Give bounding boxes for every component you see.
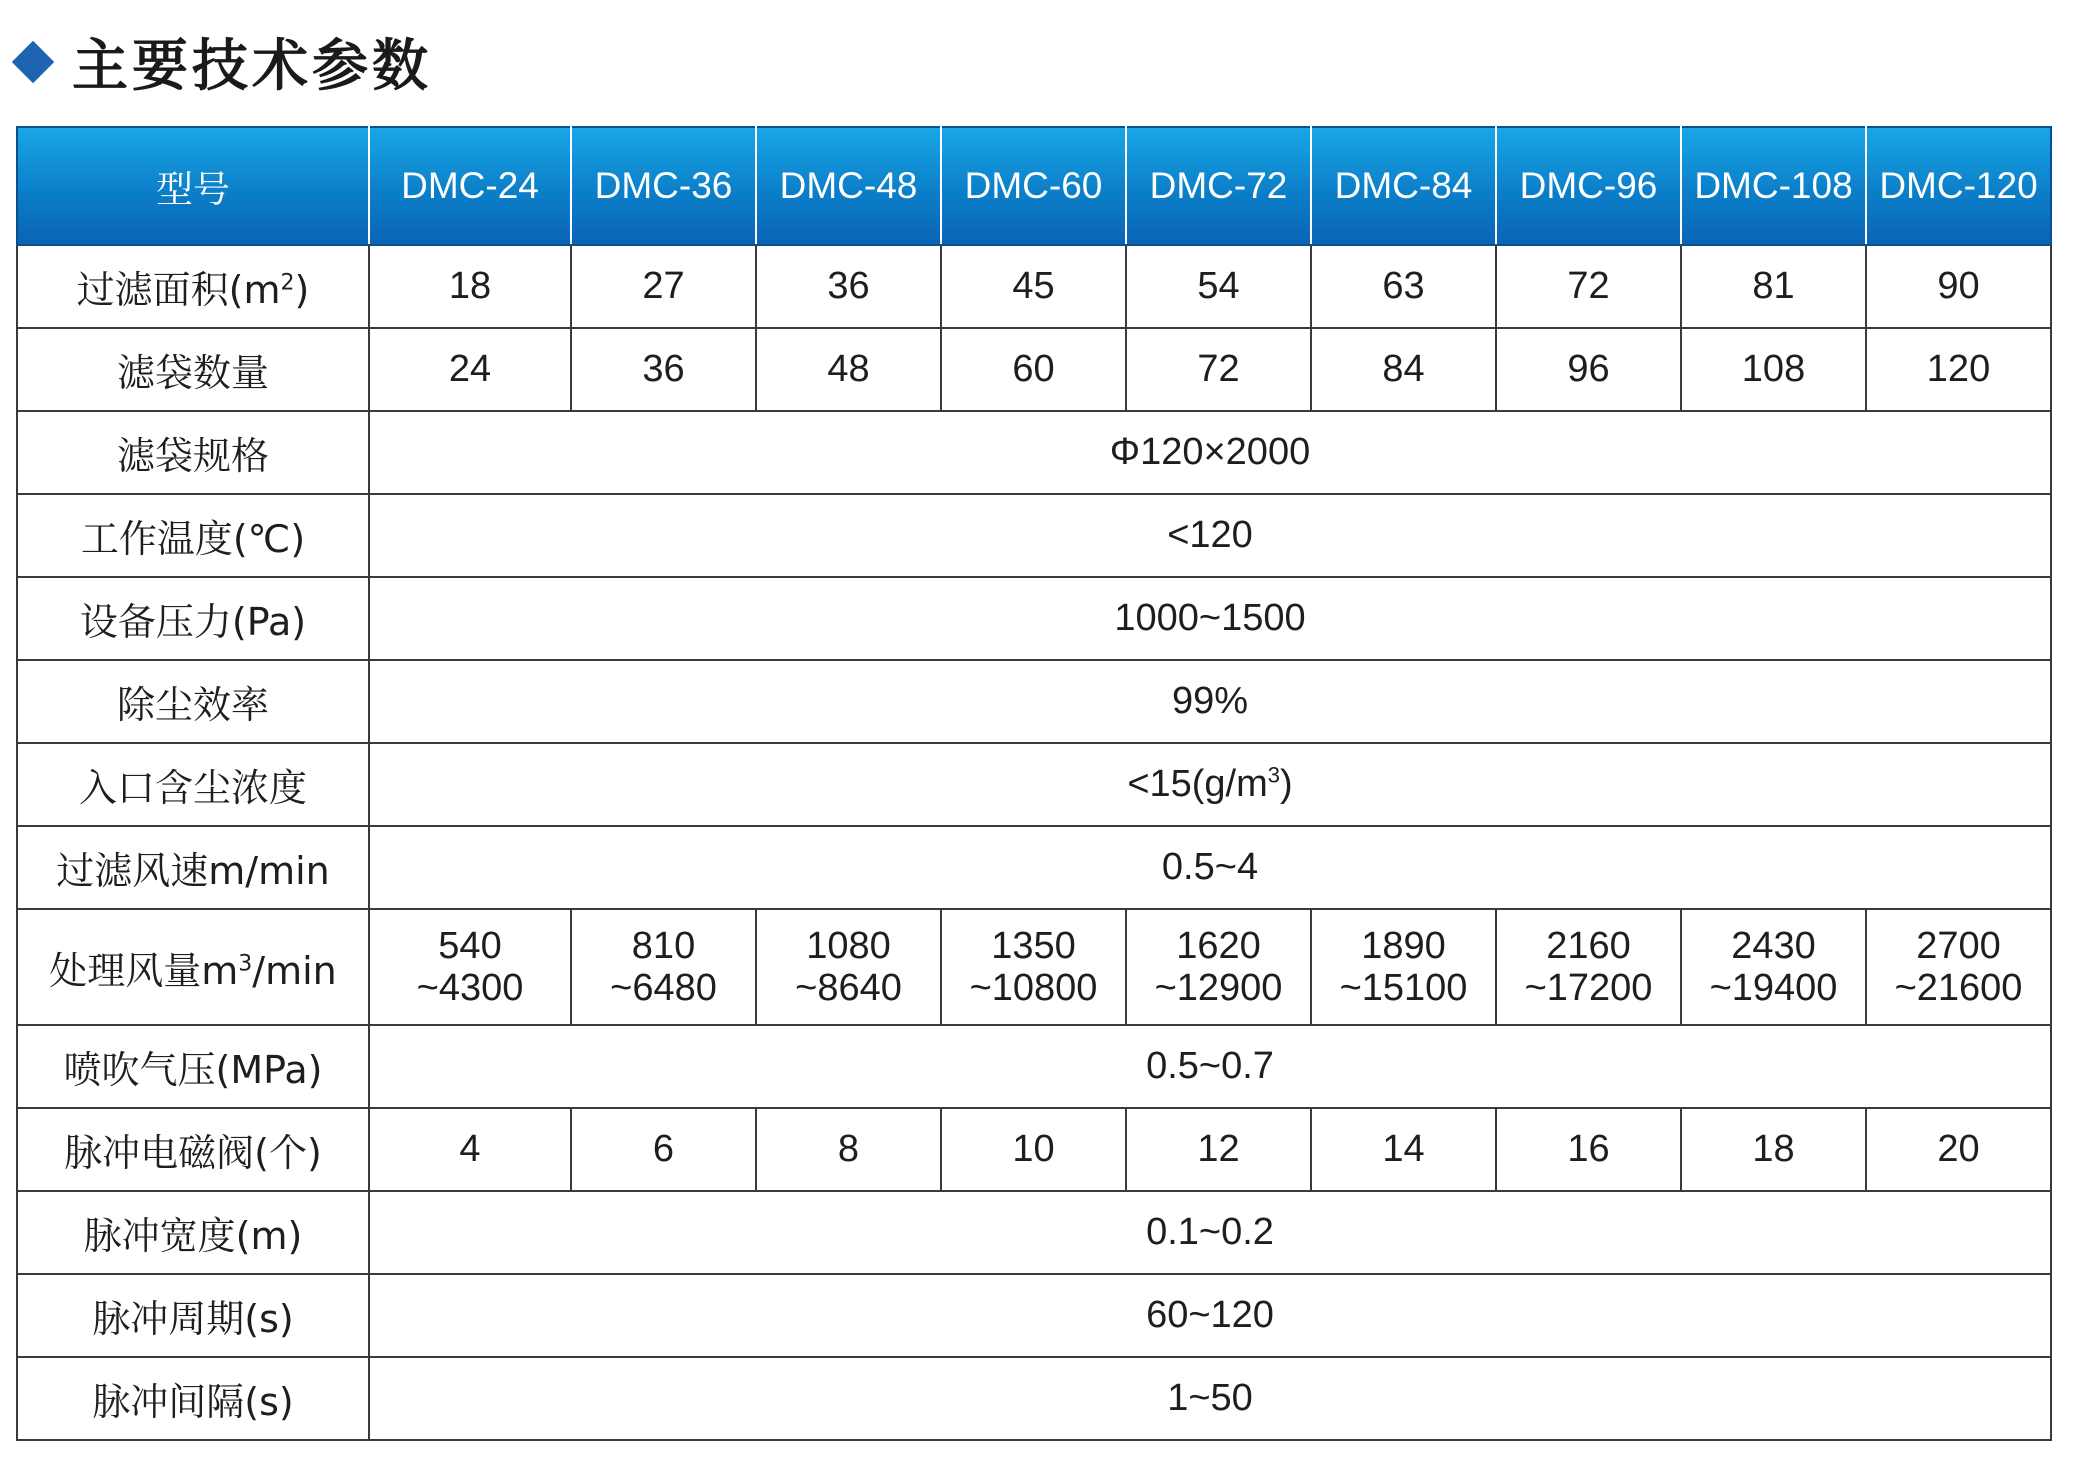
row-pulse-width [17,1191,2051,1274]
header-model: DMC-24 [369,127,571,245]
table-cell: 10 [941,1108,1126,1191]
row-filter-speed [17,826,2051,909]
row-label: 滤袋规格 [17,411,369,494]
table-cell: 45 [941,245,1126,328]
header-model: DMC-96 [1496,127,1681,245]
header-model: DMC-48 [756,127,941,245]
header-model: DMC-84 [1311,127,1496,245]
row-blow-pressure [17,1025,2051,1108]
table-cell: 12 [1126,1108,1311,1191]
table-cell: 108 [1681,328,1866,411]
row-label: 脉冲宽度(m) [17,1191,369,1274]
spec-table [16,126,2052,1441]
table-cell: 540 ~4300 [369,909,571,1025]
table-cell: 1350 ~10800 [941,909,1126,1025]
merged-cell: <120 [369,494,2051,577]
row-pressure [17,577,2051,660]
row-label: 脉冲周期(s) [17,1274,369,1357]
table-cell: 20 [1866,1108,2051,1191]
table-cell: 1890 ~15100 [1311,909,1496,1025]
diamond-bullet-icon [12,41,54,83]
merged-cell: Φ120×2000 [369,411,2051,494]
table-cell: 1080 ~8640 [756,909,941,1025]
merged-cell: 0.5~4 [369,826,2051,909]
table-cell: 18 [369,245,571,328]
row-label: 处理风量$m^3/\min$ [17,909,369,1025]
merged-cell: 99% [369,660,2051,743]
row-work-temp [17,494,2051,577]
row-label: 除尘效率 [17,660,369,743]
row-bag-spec [17,411,2051,494]
merged-cell: 0.1~0.2 [369,1191,2051,1274]
row-label: 设备压力(Pa) [17,577,369,660]
row-label: 工作温度(℃) [17,494,369,577]
row-label: 入口含尘浓度 [17,743,369,826]
header-model: DMC-72 [1126,127,1311,245]
table-cell: 36 [756,245,941,328]
row-pulse-period [17,1274,2051,1357]
row-label: 喷吹气压(MPa) [17,1025,369,1108]
table-cell: 72 [1496,245,1681,328]
table-cell: 84 [1311,328,1496,411]
table-cell: 2430 ~19400 [1681,909,1866,1025]
header-label: 型号 [17,127,369,245]
table-cell: 96 [1496,328,1681,411]
header-model: DMC-36 [571,127,756,245]
table-cell: 810 ~6480 [571,909,756,1025]
section-title [12,22,432,102]
table-cell: 81 [1681,245,1866,328]
table-cell: 2160 ~17200 [1496,909,1681,1025]
table-cell: 120 [1866,328,2051,411]
merged-cell: 0.5~0.7 [369,1025,2051,1108]
header-model: DMC-120 [1866,127,2051,245]
table-cell: 27 [571,245,756,328]
table-cell: 54 [1126,245,1311,328]
table-cell: 8 [756,1108,941,1191]
row-pulse-valves [17,1108,2051,1191]
table-cell: 1620 ~12900 [1126,909,1311,1025]
merged-cell: $<15(g/m^3)$ [369,743,2051,826]
row-label: 脉冲间隔(s) [17,1357,369,1440]
page-title: 主要技术参数 [72,34,432,99]
row-efficiency [17,660,2051,743]
table-cell: 18 [1681,1108,1866,1191]
table-cell: 6 [571,1108,756,1191]
row-label: 过滤面积$(m^2)$ [17,245,369,328]
row-filter-area [17,245,2051,328]
table-cell: 36 [571,328,756,411]
merged-cell: 1~50 [369,1357,2051,1440]
merged-cell: 1000~1500 [369,577,2051,660]
header-model: DMC-108 [1681,127,1866,245]
table-cell: 24 [369,328,571,411]
row-label: 滤袋数量 [17,328,369,411]
row-air-volume [17,909,2051,1025]
table-cell: 4 [369,1108,571,1191]
row-label: 脉冲电磁阀(个) [17,1108,369,1191]
table-cell: 60 [941,328,1126,411]
header-row [17,127,2051,245]
merged-cell: 60~120 [369,1274,2051,1357]
row-pulse-interval [17,1357,2051,1440]
row-bag-count [17,328,2051,411]
header-model: DMC-60 [941,127,1126,245]
table-cell: 48 [756,328,941,411]
table-cell: 72 [1126,328,1311,411]
row-inlet-conc [17,743,2051,826]
table-cell: 14 [1311,1108,1496,1191]
table-cell: 2700 ~21600 [1866,909,2051,1025]
table-cell: 16 [1496,1108,1681,1191]
table-cell: 63 [1311,245,1496,328]
table-cell: 90 [1866,245,2051,328]
row-label: 过滤风速m/min [17,826,369,909]
